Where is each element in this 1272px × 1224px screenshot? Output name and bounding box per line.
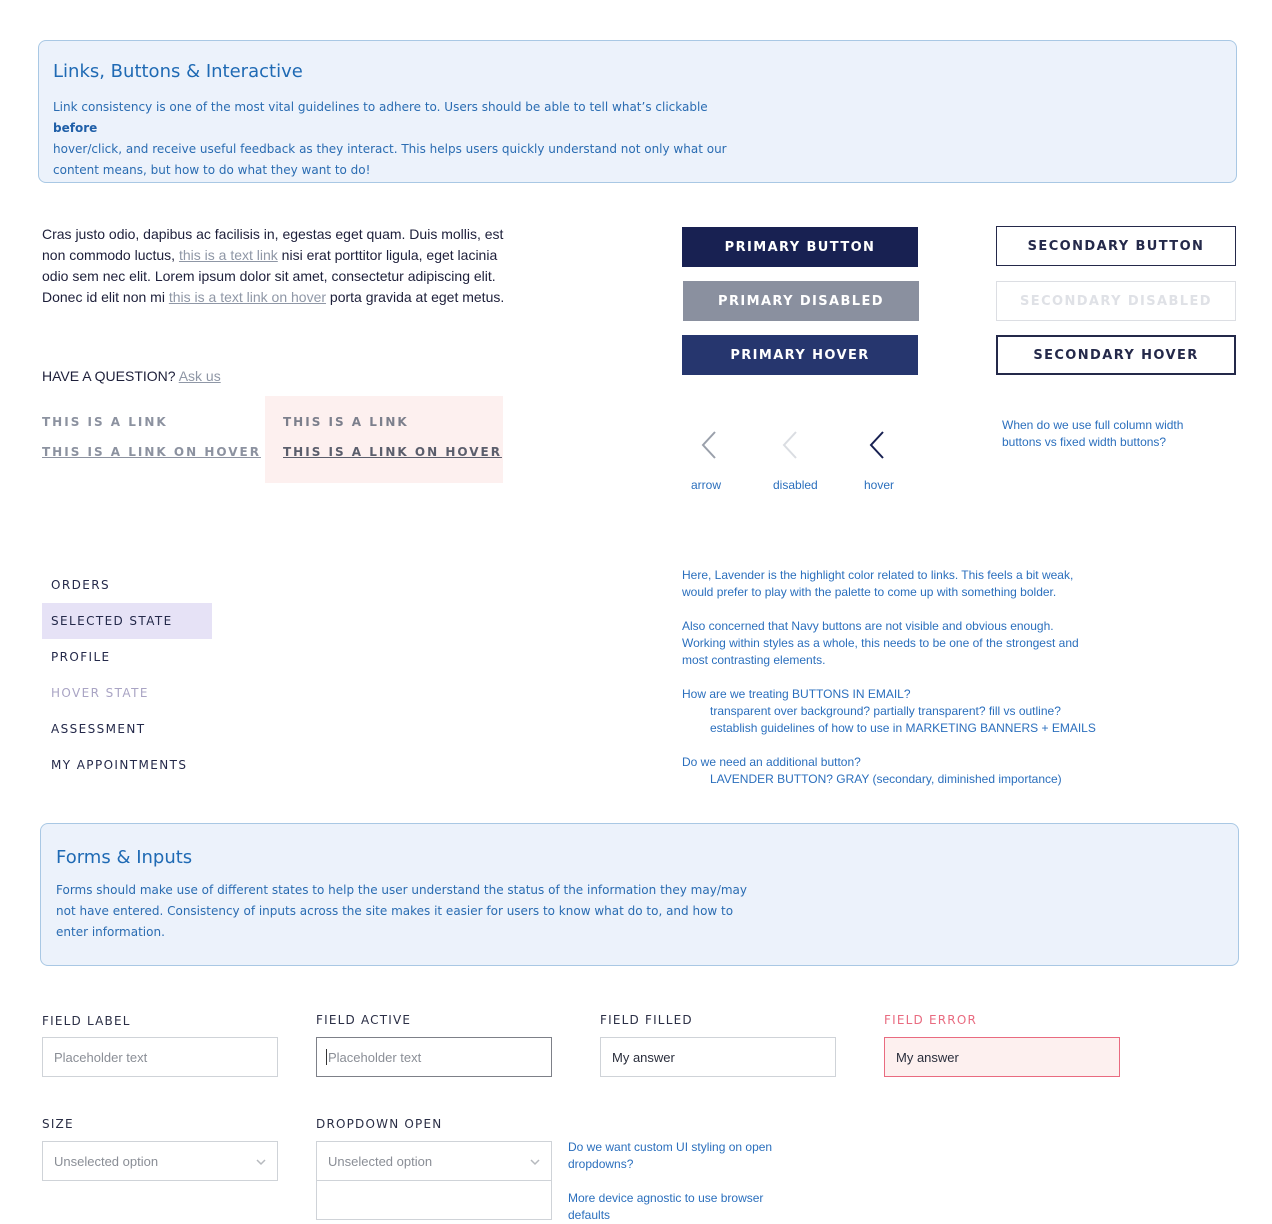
nav-item-hover-state[interactable]: HOVER STATE — [51, 686, 149, 700]
chevron-down-icon — [529, 1156, 541, 1171]
ask-us-link[interactable]: Ask us — [178, 368, 221, 384]
caps-link-hover[interactable]: THIS IS A LINK ON HOVER — [42, 445, 261, 459]
lavender-note: Here, Lavender is the highlight color related to links. This feels a bit weak, would prefer to play with the palette to come up with something bolder. — [682, 568, 1074, 599]
caps-link-on-pink[interactable]: THIS IS A LINK — [283, 415, 409, 429]
forms-section-description: Forms should make use of different states to help the user understand the status of the information they may/may not have entered. Consistency of inputs across the site makes it easier for users to know what do to, and how to enter information. — [56, 883, 748, 939]
dropdown-open-title: DROPDOWN OPEN — [316, 1117, 443, 1131]
primary-disabled-button[interactable]: PRIMARY DISABLED — [683, 281, 919, 321]
chevron-left-disabled-icon[interactable] — [781, 430, 799, 464]
size-select[interactable]: Unselected option — [42, 1141, 278, 1181]
dropdown-styling-note: Do we want custom UI styling on open dropdowns? — [568, 1140, 773, 1171]
nav-item-my-appointments[interactable]: MY APPOINTMENTS — [51, 758, 188, 772]
caps-link-hover-on-pink[interactable]: THIS IS A LINK ON HOVER — [283, 445, 502, 459]
primary-hover-button[interactable]: PRIMARY HOVER — [682, 335, 918, 375]
chevron-down-icon — [255, 1156, 267, 1171]
nav-item-selected-state[interactable]: SELECTED STATE — [42, 603, 212, 639]
text-link-hover[interactable]: this is a text link on hover — [168, 289, 327, 305]
dropdown-options-panel[interactable] — [316, 1180, 552, 1220]
arrow-disabled-label: disabled — [773, 478, 818, 492]
nav-item-profile[interactable]: PROFILE — [51, 650, 111, 664]
field-error-title: FIELD ERROR — [884, 1013, 978, 1027]
chevron-left-hover-icon[interactable] — [868, 430, 886, 464]
email-note: How are we treating BUTTONS IN EMAIL? transparent over background? partially transparent? fill vs outline? establish guidelines of how to use in MARKETING BANNERS + EMAILS — [682, 687, 1096, 735]
dropdown-open-select[interactable]: Unselected option — [316, 1141, 552, 1181]
field-default-input[interactable]: Placeholder text — [42, 1037, 278, 1077]
links-section-title: Links, Buttons & Interactive — [53, 61, 303, 82]
secondary-disabled-button[interactable]: SECONDARY DISABLED — [996, 281, 1236, 321]
sample-paragraph: Cras justo odio, dapibus ac facilisis in, egestas eget quam. Duis mollis, est non commodo luctus, this is a text link nisi erat porttitor ligula, eget lacinia odio sem nec elit. Lorem ipsum dolor sit amet, consectetur adipiscing elit. Donec id elit non mi this is a text link on hover porta gravida at eget metus. — [42, 226, 505, 305]
field-active-title: FIELD ACTIVE — [316, 1013, 412, 1027]
field-filled-input[interactable]: My answer — [600, 1037, 836, 1077]
arrow-label: arrow — [691, 478, 722, 492]
field-filled-title: FIELD FILLED — [600, 1013, 693, 1027]
size-title: SIZE — [42, 1117, 74, 1131]
links-section-description: Link consistency is one of the most vital guidelines to adhere to. Users should be able to tell what’s clickable before hover/click, and receive useful feedback as they interact. This helps users quickly understand not only what our content means, but how to do what they want to do! — [53, 100, 727, 177]
nav-item-assessment[interactable]: ASSESSMENT — [51, 722, 146, 736]
forms-section-title: Forms & Inputs — [56, 847, 193, 868]
navy-note: Also concerned that Navy buttons are not visible and obvious enough. Working within styles as a whole, this needs to be one of the strongest and most contrasting elements. — [682, 619, 1079, 667]
extra-button-note: Do we need an additional button? LAVENDER BUTTON? GRAY (secondary, diminished importance) — [682, 755, 1062, 786]
secondary-button[interactable]: SECONDARY BUTTON — [996, 226, 1236, 266]
full-width-note: When do we use full column width buttons vs fixed width buttons? — [1002, 418, 1184, 449]
primary-button[interactable]: PRIMARY BUTTON — [682, 227, 918, 267]
device-agnostic-note: More device agnostic to use browser defaults — [568, 1191, 764, 1222]
caps-link[interactable]: THIS IS A LINK — [42, 415, 168, 429]
field-active-input[interactable]: Placeholder text — [316, 1037, 552, 1077]
arrow-hover-label: hover — [864, 478, 895, 492]
links-info-box — [38, 40, 1237, 183]
secondary-hover-button[interactable]: SECONDARY HOVER — [996, 335, 1236, 375]
text-link[interactable]: this is a text link — [178, 247, 278, 263]
field-error-input[interactable]: My answer — [884, 1037, 1120, 1077]
field-label-title: FIELD LABEL — [42, 1014, 131, 1028]
forms-info-box — [40, 823, 1239, 966]
pink-background-panel — [265, 396, 503, 483]
chevron-left-icon[interactable] — [700, 430, 718, 464]
nav-item-orders[interactable]: ORDERS — [51, 578, 110, 592]
question-line: HAVE A QUESTION? Ask us — [42, 368, 221, 384]
text-cursor — [326, 1049, 327, 1065]
